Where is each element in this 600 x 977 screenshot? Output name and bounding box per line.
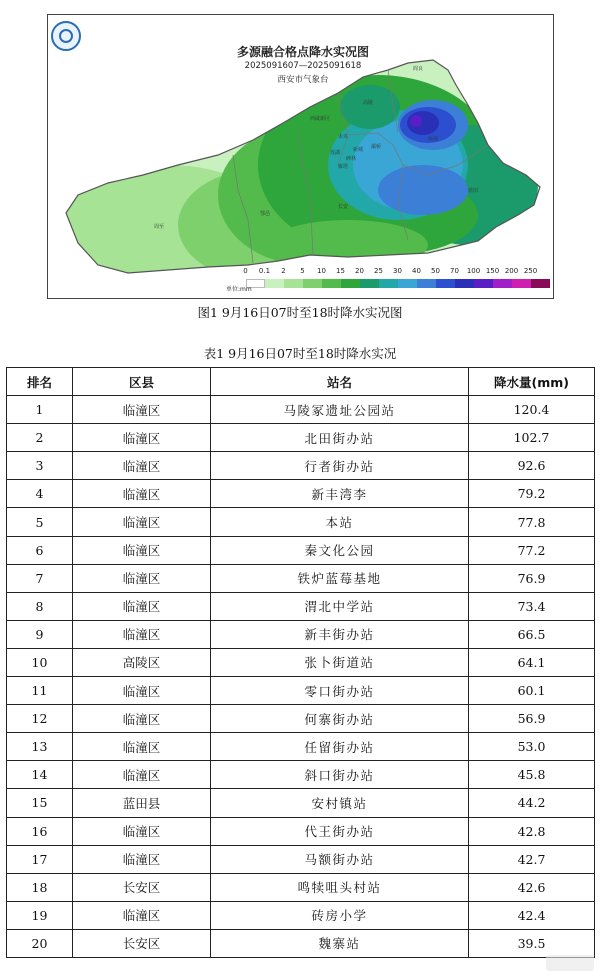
table-row <box>7 845 595 873</box>
cell-precipitation: 77.8 <box>469 508 595 536</box>
legend-tick: 150 <box>485 267 500 275</box>
table-row <box>7 789 595 817</box>
cell-station: 任留街办站 <box>211 733 469 761</box>
map-title: 多源融合格点降水实况图 <box>236 45 369 59</box>
cell-precipitation: 120.4 <box>469 396 595 424</box>
cell-station: 魏寨站 <box>211 929 469 957</box>
place-label: 鄠邑 <box>260 211 271 217</box>
place-label: 高陵 <box>363 100 374 106</box>
cell-rank: 18 <box>7 873 73 901</box>
precipitation-table <box>6 367 595 958</box>
cell-station: 铁炉蓝莓基地 <box>211 564 469 592</box>
table-row <box>7 733 595 761</box>
legend-tick: 5 <box>300 267 305 275</box>
legend-swatch <box>398 279 417 288</box>
legend-swatch <box>531 279 550 288</box>
cell-station: 行者街办站 <box>211 452 469 480</box>
cell-district: 临潼区 <box>73 508 211 536</box>
legend-tick: 20 <box>355 267 364 275</box>
cell-district: 临潼区 <box>73 536 211 564</box>
table-row <box>7 480 595 508</box>
legend-swatch <box>436 279 455 288</box>
cell-station: 安村镇站 <box>211 789 469 817</box>
cell-district: 蓝田县 <box>73 789 211 817</box>
cell-precipitation: 66.5 <box>469 620 595 648</box>
cell-district: 临潼区 <box>73 592 211 620</box>
cell-precipitation: 77.2 <box>469 536 595 564</box>
cell-precipitation: 60.1 <box>469 677 595 705</box>
legend-tick: 50 <box>431 267 440 275</box>
legend-tick: 10 <box>317 267 326 275</box>
table-row <box>7 592 595 620</box>
legend-swatch <box>379 279 398 288</box>
cell-rank: 6 <box>7 536 73 564</box>
cell-station: 张卜街道站 <box>211 648 469 676</box>
cell-station: 本站 <box>211 508 469 536</box>
table-row <box>7 424 595 452</box>
cell-district: 临潼区 <box>73 480 211 508</box>
cell-precipitation: 56.9 <box>469 705 595 733</box>
cell-station: 马额街办站 <box>211 845 469 873</box>
table-row <box>7 396 595 424</box>
cell-precipitation: 39.5 <box>469 929 595 957</box>
legend-swatch <box>493 279 512 288</box>
table-row <box>7 873 595 901</box>
legend-swatch <box>284 279 303 288</box>
cell-rank: 17 <box>7 845 73 873</box>
place-label: 新城 <box>353 147 364 153</box>
cell-precipitation: 44.2 <box>469 789 595 817</box>
legend-tick: 0.1 <box>258 267 271 275</box>
cell-station: 渭北中学站 <box>211 592 469 620</box>
cell-rank: 16 <box>7 817 73 845</box>
legend-swatch <box>455 279 474 288</box>
cell-station: 零口街办站 <box>211 677 469 705</box>
cell-precipitation: 42.8 <box>469 817 595 845</box>
header-rank: 排名 <box>7 368 73 396</box>
cell-district: 临潼区 <box>73 761 211 789</box>
legend-tick: 200 <box>504 267 519 275</box>
legend-swatch <box>341 279 360 288</box>
precipitation-map <box>47 14 554 299</box>
cell-rank: 11 <box>7 677 73 705</box>
cell-district: 临潼区 <box>73 733 211 761</box>
cell-station: 砖房小学 <box>211 901 469 929</box>
cell-precipitation: 79.2 <box>469 480 595 508</box>
legend-swatch <box>512 279 531 288</box>
table-caption: 表1 9月16日07时至18时降水实况 <box>203 346 397 361</box>
cell-station: 何寨街办站 <box>211 705 469 733</box>
table-row <box>7 508 595 536</box>
table-row <box>7 536 595 564</box>
cell-rank: 13 <box>7 733 73 761</box>
cell-district: 长安区 <box>73 929 211 957</box>
cell-station: 马陵冢遗址公园站 <box>211 396 469 424</box>
legend-tick: 100 <box>466 267 481 275</box>
cell-rank: 4 <box>7 480 73 508</box>
cell-precipitation: 73.4 <box>469 592 595 620</box>
legend-swatch <box>474 279 493 288</box>
cell-district: 临潼区 <box>73 901 211 929</box>
legend-swatch <box>417 279 436 288</box>
cell-precipitation: 45.8 <box>469 761 595 789</box>
legend-ticks <box>236 267 540 275</box>
cell-rank: 19 <box>7 901 73 929</box>
legend-swatch <box>360 279 379 288</box>
table-row <box>7 452 595 480</box>
cell-station: 鸣犊咀头村站 <box>211 873 469 901</box>
cell-rank: 8 <box>7 592 73 620</box>
cell-rank: 12 <box>7 705 73 733</box>
header-precipitation: 降水量(mm) <box>469 368 595 396</box>
legend-tick: 25 <box>374 267 383 275</box>
cell-district: 临潼区 <box>73 424 211 452</box>
cell-station: 斜口街办站 <box>211 761 469 789</box>
weather-bureau-logo <box>51 21 81 51</box>
header-station: 站名 <box>211 368 469 396</box>
map-issuer: 西安市气象台 <box>277 75 329 85</box>
table-row <box>7 620 595 648</box>
place-label: 碑林 <box>346 156 357 162</box>
legend-tick: 40 <box>412 267 421 275</box>
legend-tick: 70 <box>450 267 459 275</box>
cell-precipitation: 42.6 <box>469 873 595 901</box>
place-label: 莲湖 <box>330 150 341 156</box>
legend-unit-label: 单位:mm <box>226 286 252 293</box>
cell-precipitation: 102.7 <box>469 424 595 452</box>
legend-swatch <box>303 279 322 288</box>
cell-district: 临潼区 <box>73 845 211 873</box>
table-row <box>7 817 595 845</box>
cell-precipitation: 42.7 <box>469 845 595 873</box>
cell-district: 临潼区 <box>73 677 211 705</box>
table-row <box>7 901 595 929</box>
cell-district: 临潼区 <box>73 564 211 592</box>
place-label: 西咸新区 <box>310 116 331 122</box>
watermark <box>546 955 594 971</box>
cell-precipitation: 42.4 <box>469 901 595 929</box>
table-row <box>7 648 595 676</box>
legend-swatch <box>322 279 341 288</box>
cell-district: 临潼区 <box>73 620 211 648</box>
cell-district: 临潼区 <box>73 705 211 733</box>
figure-caption: 图1 9月16日07时至18时降水实况图 <box>197 305 403 320</box>
cell-rank: 10 <box>7 648 73 676</box>
table-row <box>7 564 595 592</box>
legend-color-bar <box>246 279 550 288</box>
table-row <box>7 677 595 705</box>
table-row <box>7 929 595 957</box>
place-label: 长安 <box>338 204 349 210</box>
table-row <box>7 761 595 789</box>
cell-rank: 9 <box>7 620 73 648</box>
cell-district: 临潼区 <box>73 817 211 845</box>
cell-rank: 5 <box>7 508 73 536</box>
legend-tick: 250 <box>523 267 538 275</box>
map-date-range: 2025091607—2025091618 <box>244 61 362 71</box>
legend-tick: 30 <box>393 267 402 275</box>
legend-swatch <box>265 279 284 288</box>
cell-station: 新丰街办站 <box>211 620 469 648</box>
cell-rank: 2 <box>7 424 73 452</box>
cell-rank: 14 <box>7 761 73 789</box>
cell-district: 长安区 <box>73 873 211 901</box>
header-district: 区县 <box>73 368 211 396</box>
cell-precipitation: 64.1 <box>469 648 595 676</box>
legend-tick: 2 <box>281 267 286 275</box>
table-row <box>7 705 595 733</box>
place-label: 周至 <box>154 224 165 230</box>
cell-district: 临潼区 <box>73 452 211 480</box>
place-label: 蓝田 <box>468 188 479 194</box>
cell-station: 代王街办站 <box>211 817 469 845</box>
table-header-row <box>7 368 595 396</box>
cell-rank: 20 <box>7 929 73 957</box>
cell-station: 秦文化公园 <box>211 536 469 564</box>
place-label: 未央 <box>338 134 349 140</box>
cell-station: 新丰湾李 <box>211 480 469 508</box>
cell-precipitation: 53.0 <box>469 733 595 761</box>
cell-station: 北田街办站 <box>211 424 469 452</box>
cell-rank: 7 <box>7 564 73 592</box>
legend-tick: 0 <box>243 267 248 275</box>
cell-precipitation: 92.6 <box>469 452 595 480</box>
cell-rank: 15 <box>7 789 73 817</box>
table-body <box>7 396 595 958</box>
place-label: 灞桥 <box>371 144 382 150</box>
cell-precipitation: 76.9 <box>469 564 595 592</box>
cell-district: 临潼区 <box>73 396 211 424</box>
place-label: 雁塔 <box>338 164 349 170</box>
cell-rank: 3 <box>7 452 73 480</box>
cell-rank: 1 <box>7 396 73 424</box>
legend-tick: 15 <box>336 267 345 275</box>
cell-district: 高陵区 <box>73 648 211 676</box>
place-label: 临潼 <box>428 136 439 142</box>
place-label: 阎良 <box>413 66 424 72</box>
